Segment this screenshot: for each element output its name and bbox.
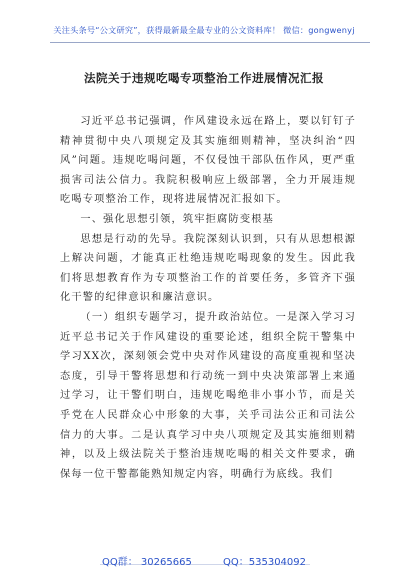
paragraph-section-1: 思想是行动的先导。我院深刻认识到，只有从思想根源上解决问题，才能真正杜绝违规吃喝现象的发生。因此我们将思想教育作为专项整治工作的首要任务，多管齐下强化干警的纪律意识和廉洁意识。	[60, 233, 356, 304]
footer-qq-group: QQ群： 30265665	[101, 557, 192, 568]
paragraph-intro: 习近平总书记强调，作风建设永远在路上，要以钉钉子精神贯彻中央八项规定及其实施细则精神，坚决纠治“四风”问题。违规吃喝问题，不仅侵蚀干部队伍作风，更严重损害司法公信力。我院积极响应上级部署，全力开展违规吃喝专项整治工作，现将进展情况汇报如下。	[60, 116, 356, 206]
paragraph-subsection-1: （一）组织专题学习，提升政治站位。一是深入学习习近平总书记关于作风建设的重要论述，组织全院干警集中学习XX次，深刻领会党中央对作风建设的高度重视和坚决态度，引导干警将思想和行动统一到中央决策部署上来通过学习，让干警们明白，违规吃喝绝非小事小节，而是关乎党在人民群众心中形象的大事，关乎司法公正和司法公信力的大事。二是认真学习中央八项规定及其实施细则精神，以及上级法院关于整治违规吃喝的相关文件要求，确保每一位干警都能熟知规定内容，明确行为底线。我们	[60, 311, 356, 480]
document-body	[60, 112, 356, 484]
header-divider	[50, 42, 370, 43]
section-heading-1: 一、强化思想引领，筑牢拒腐防变根基	[80, 213, 274, 225]
footer-qq-number: QQ：535304092	[223, 557, 307, 568]
header-banner: 关注头条号“公文研究”，获得最新最全最专业的公文资料库！ 微信：gongwenyj	[53, 25, 355, 35]
document-title: 法院关于违规吃喝专项整治工作进展情况汇报	[84, 71, 324, 85]
footer-contact	[0, 553, 408, 568]
